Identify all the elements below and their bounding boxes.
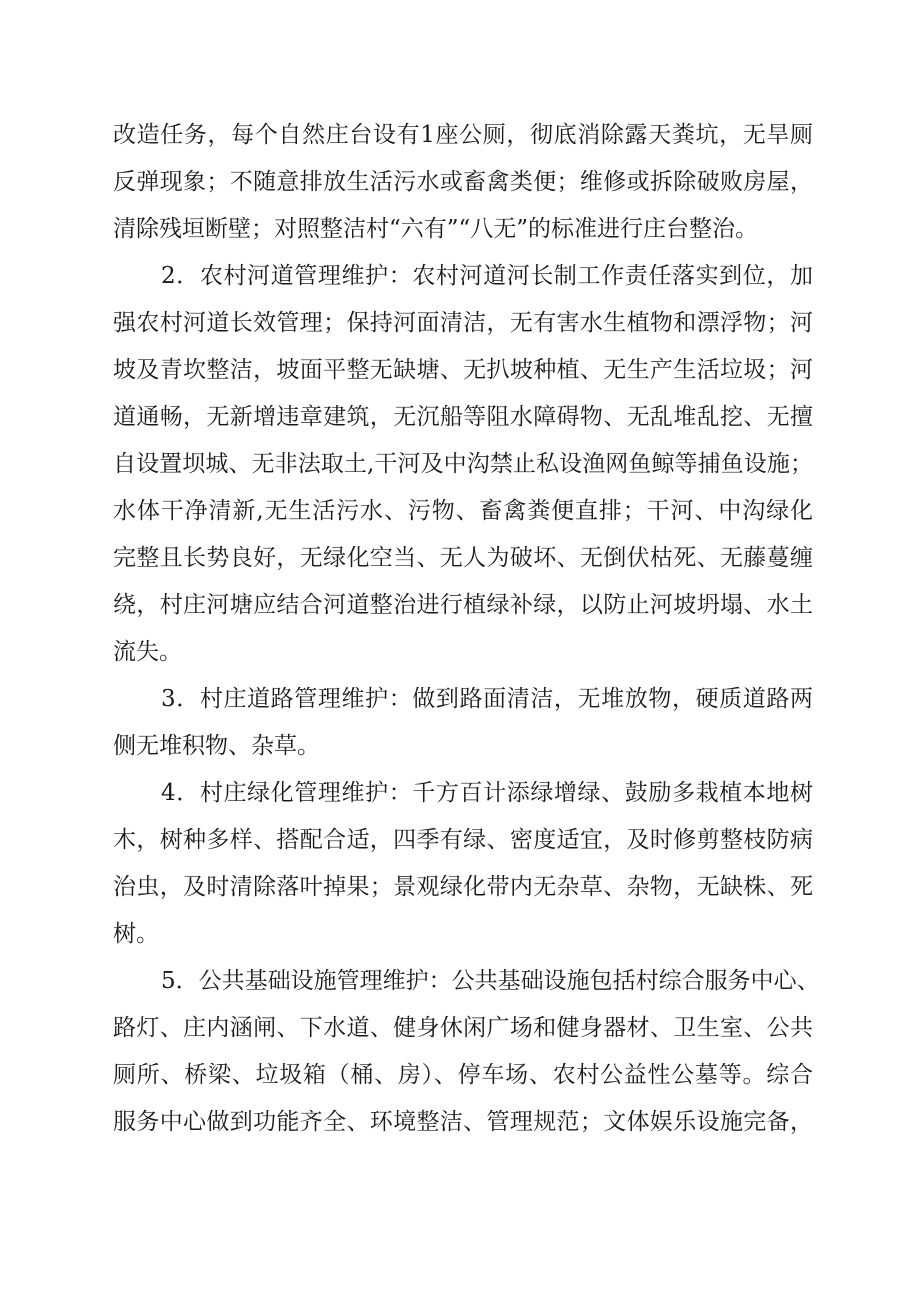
text-line: 侧无堆积物、杂草。 xyxy=(113,733,320,759)
text-line: 水体干净清新,无生活污水、污物、畜禽粪便直排；干河、中沟绿化 xyxy=(113,498,813,524)
text-line: 强农村河道长效管理；保持河面清洁，无有害水生植物和漂浮物；河 xyxy=(113,310,813,336)
text-line: 改造任务，每个自然庄台设有1座公厕，彻底消除露天粪坑，无旱厕 xyxy=(113,122,813,148)
text-line: 坡及青坎整洁，坡面平整无缺塘、无扒坡种植、无生产生活垃圾；河 xyxy=(113,357,813,383)
text-line: 清除残垣断壁；对照整洁村“六有”“八无”的标准进行庄台整治。 xyxy=(113,216,759,242)
text-line: 厕所、桥梁、垃圾箱（桶、房）、停车场、农村公益性公墓等。综合 xyxy=(113,1062,813,1088)
text-line: 路灯、庄内涵闸、下水道、健身休闲广场和健身器材、卫生室、公共 xyxy=(113,1015,813,1041)
paragraph-road-maintenance xyxy=(113,676,813,770)
document-body xyxy=(113,112,820,1146)
text-line: 绕，村庄河塘应结合河道整治进行植绿补绿，以防止河坡坍塌、水土 xyxy=(113,592,813,618)
text-line: 2．农村河道管理维护：农村河道河长制工作责任落实到位，加 xyxy=(161,263,813,289)
text-line: 5．公共基础设施管理维护：公共基础设施包括村综合服务中心、 xyxy=(161,968,820,994)
paragraph-public-facilities xyxy=(113,958,820,1146)
text-line: 流失。 xyxy=(113,639,182,665)
text-line: 治虫，及时清除落叶掉果；景观绿化带内无杂草、杂物，无缺株、死 xyxy=(113,874,813,900)
paragraph-river-maintenance xyxy=(113,253,813,676)
text-line: 木，树种多样、搭配合适，四季有绿、密度适宜，及时修剪整枝防病 xyxy=(113,827,813,853)
text-line: 树。 xyxy=(113,921,159,947)
text-line: 道通畅，无新增违章建筑，无沉船等阻水障碍物、无乱堆乱挖、无擅 xyxy=(113,404,813,430)
text-line: 反弹现象；不随意排放生活污水或畜禽类便；维修或拆除破败房屋， xyxy=(113,169,813,195)
text-line: 完整且长势良好，无绿化空当、无人为破坏、无倒伏枯死、无藤蔓缠 xyxy=(113,545,813,571)
paragraph-village-toilet xyxy=(113,112,813,253)
text-line: 3．村庄道路管理维护：做到路面清洁，无堆放物，硬质道路两 xyxy=(161,686,813,712)
text-line: 服务中心做到功能齐全、环境整洁、管理规范；文体娱乐设施完备， xyxy=(113,1109,813,1135)
paragraph-greening-maintenance xyxy=(113,770,813,958)
text-line: 自设置坝城、无非法取土,干河及中沟禁止私设渔网鱼鲸等捕鱼设施； xyxy=(113,451,813,477)
text-line: 4．村庄绿化管理维护：千方百计添绿增绿、鼓励多栽植本地树 xyxy=(161,780,813,806)
